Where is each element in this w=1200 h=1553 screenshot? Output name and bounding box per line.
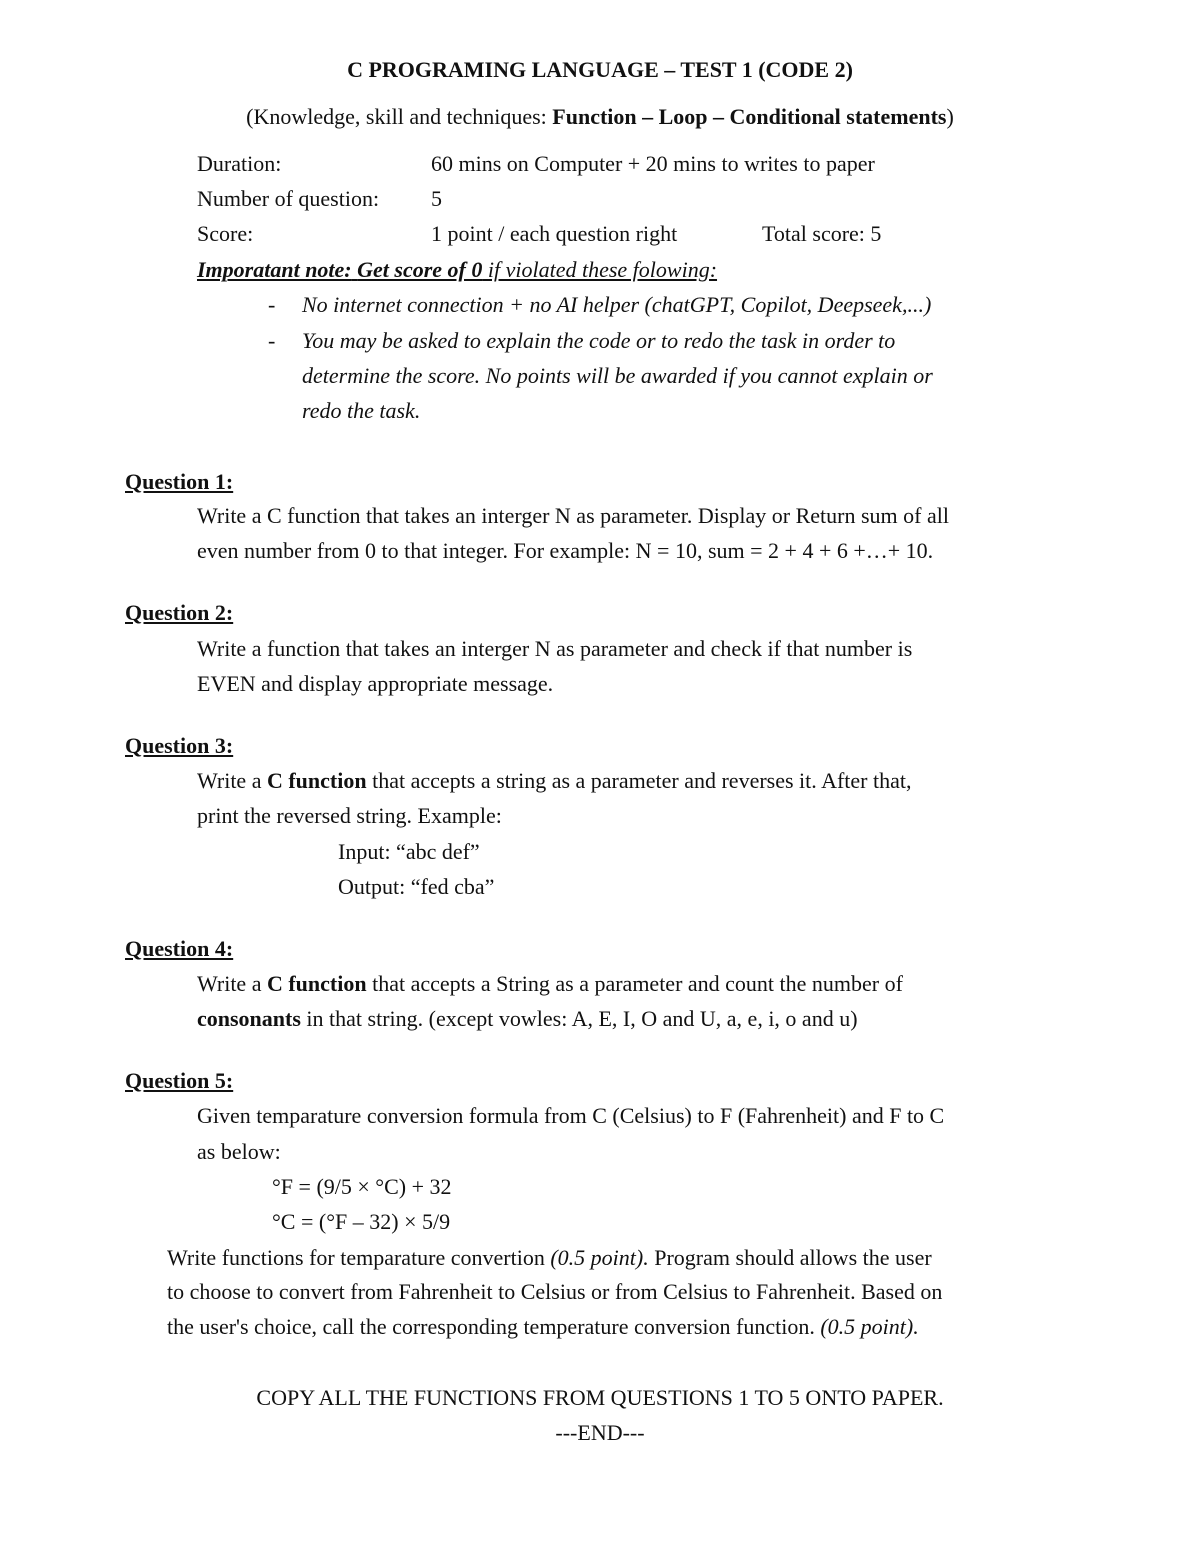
- note-bullet-2-line-1: You may be asked to explain the code or to redo the task in order to: [302, 328, 896, 353]
- note-condition-prefix: Get score of 0: [357, 257, 483, 282]
- bullet-dash-2: -: [268, 328, 276, 353]
- question-2-line-2: EVEN and display appropriate message.: [197, 671, 554, 696]
- note-bullet-2-line-2: determine the score. No points will be awarded if you cannot explain or: [302, 363, 933, 388]
- question-3-line-1-c: that accepts a string as a parameter and reverses it. After that,: [366, 768, 912, 793]
- page-title: C PROGRAMING LANGUAGE – TEST 1 (CODE 2): [347, 57, 853, 82]
- formula-c-to-f: °F = (9/5 × °C) + 32: [272, 1174, 452, 1199]
- question-1-heading: Question 1:: [125, 469, 234, 494]
- note-condition-suffix: if violated these folowing:: [482, 257, 718, 282]
- question-4-line-1: [197, 970, 903, 998]
- subtitle-topics: Function – Loop – Conditional statements: [552, 104, 947, 129]
- question-4-line-1-c: that accepts a String as a parameter and count the number of: [366, 971, 903, 996]
- question-4-line-1-a: Write a: [197, 971, 267, 996]
- subtitle-suffix: ): [946, 104, 954, 129]
- question-5-points-1: (0.5 point).: [550, 1245, 649, 1270]
- important-note: [197, 256, 717, 284]
- question-3-example-output: Output: “fed cba”: [338, 874, 495, 899]
- question-3-c-function: C function: [266, 768, 367, 793]
- question-5-task-line-1: [167, 1244, 932, 1272]
- question-5-task-line-2: to choose to convert from Fahrenheit to Celsius or from Celsius to Fahrenheit. Based on: [167, 1279, 943, 1304]
- questions-count-value: 5: [431, 186, 442, 211]
- question-5-line-1: Given temparature conversion formula from C (Celsius) to F (Fahrenheit) and F to C: [197, 1103, 945, 1128]
- question-4-consonants: consonants: [197, 1006, 301, 1031]
- question-5-task-line-3: [167, 1313, 919, 1341]
- footer-instruction: COPY ALL THE FUNCTIONS FROM QUESTIONS 1 TO 5 ONTO PAPER.: [256, 1385, 944, 1410]
- note-bullet-1: No internet connection + no AI helper (chatGPT, Copilot, Deepseek,...): [302, 292, 932, 317]
- question-5-line-2: as below:: [197, 1139, 281, 1164]
- bullet-dash-1: -: [268, 292, 276, 317]
- question-5-task-3-a: the user's choice, call the corresponding temperature conversion function.: [167, 1314, 821, 1339]
- question-3-example-input: Input: “abc def”: [338, 839, 480, 864]
- question-4-line-2-b: in that string. (except vowles: A, E, I, O and U, a, e, i, o and u): [300, 1006, 858, 1031]
- total-score: Total score: 5: [762, 221, 882, 246]
- question-5-points-2: (0.5 point).: [820, 1314, 919, 1339]
- question-4-c-function: C function: [266, 971, 367, 996]
- page-subtitle: [0, 103, 1200, 131]
- question-3-line-1-a: Write a: [197, 768, 267, 793]
- question-2-line-1: Write a function that takes an interger N as parameter and check if that number is: [197, 636, 913, 661]
- note-bullet-2-line-3: redo the task.: [302, 398, 421, 423]
- end-marker: ---END---: [555, 1420, 645, 1445]
- question-5-task-1-a: Write functions for temparature convertion: [167, 1245, 551, 1270]
- score-label: Score:: [197, 221, 254, 246]
- question-5-task-1-c: Program should allows the user: [648, 1245, 932, 1270]
- formula-f-to-c: °C = (°F – 32) × 5/9: [272, 1209, 451, 1234]
- question-3-line-1: [197, 767, 911, 795]
- question-3-line-2: print the reversed string. Example:: [197, 803, 502, 828]
- duration-value: 60 mins on Computer + 20 mins to writes to paper: [431, 151, 875, 176]
- question-5-heading: Question 5:: [125, 1068, 234, 1093]
- question-4-line-2: [197, 1005, 858, 1033]
- note-label: Imporatant note:: [197, 257, 352, 282]
- question-2-heading: Question 2:: [125, 600, 234, 625]
- question-4-heading: Question 4:: [125, 936, 234, 961]
- questions-count-label: Number of question:: [197, 186, 380, 211]
- score-value: 1 point / each question right: [431, 221, 678, 246]
- duration-label: Duration:: [197, 151, 282, 176]
- subtitle-prefix: (Knowledge, skill and techniques:: [246, 104, 553, 129]
- question-1-line-2: even number from 0 to that integer. For example: N = 10, sum = 2 + 4 + 6 +…+ 10.: [197, 538, 934, 563]
- question-3-heading: Question 3:: [125, 733, 234, 758]
- question-1-line-1: Write a C function that takes an interger N as parameter. Display or Return sum of all: [197, 503, 949, 528]
